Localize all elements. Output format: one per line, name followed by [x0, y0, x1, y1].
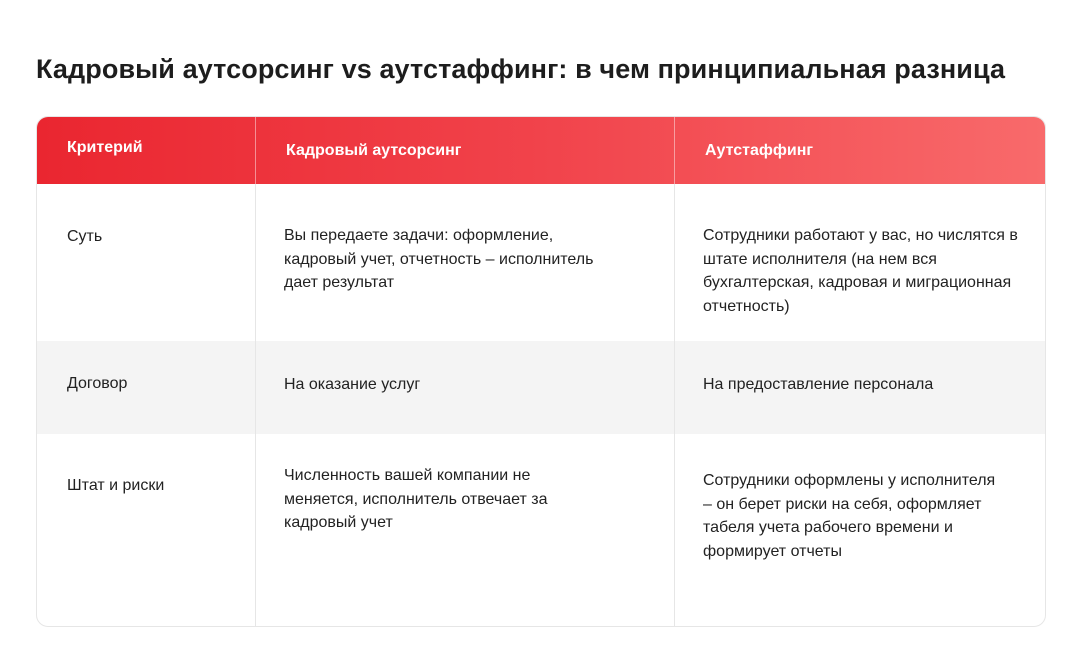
table-header [37, 117, 1045, 184]
page-title: Кадровый аутсорсинг vs аутстаффинг: в чем принципиальная разница [36, 54, 1006, 84]
table-row [37, 184, 1045, 341]
outstaffing-cell: Сотрудники оформлены у исполнителя – он берет риски на себя, оформляет табеля учета рабочего времени и формирует отчеты [703, 472, 996, 560]
outsourcing-cell: На оказание услуг [284, 376, 421, 393]
header-criterion: Критерий [67, 139, 143, 156]
header-outsourcing: Кадровый аутсорсинг [286, 142, 462, 159]
outstaffing-cell: На предоставление персонала [703, 376, 934, 393]
criterion-cell: Договор [67, 375, 128, 392]
criterion-cell: Штат и риски [67, 477, 165, 494]
outsourcing-cell: Численность вашей компании не меняется, исполнитель отвечает за кадровый учет [284, 467, 548, 531]
column-divider [674, 184, 675, 626]
outstaffing-cell: Сотрудники работают у вас, но числятся в штате исполнителя (на нем вся бухгалтерская, кадровая и миграционная отчетность) [703, 227, 1018, 315]
table-row [37, 434, 1045, 627]
criterion-cell: Суть [67, 228, 103, 245]
header-outstaffing: Аутстаффинг [705, 142, 814, 159]
table-row [37, 341, 1045, 434]
comparison-table [36, 116, 1046, 627]
column-divider [255, 184, 256, 626]
outsourcing-cell: Вы передаете задачи: оформление, кадровый учет, отчетность – исполнитель дает результат [284, 227, 594, 291]
